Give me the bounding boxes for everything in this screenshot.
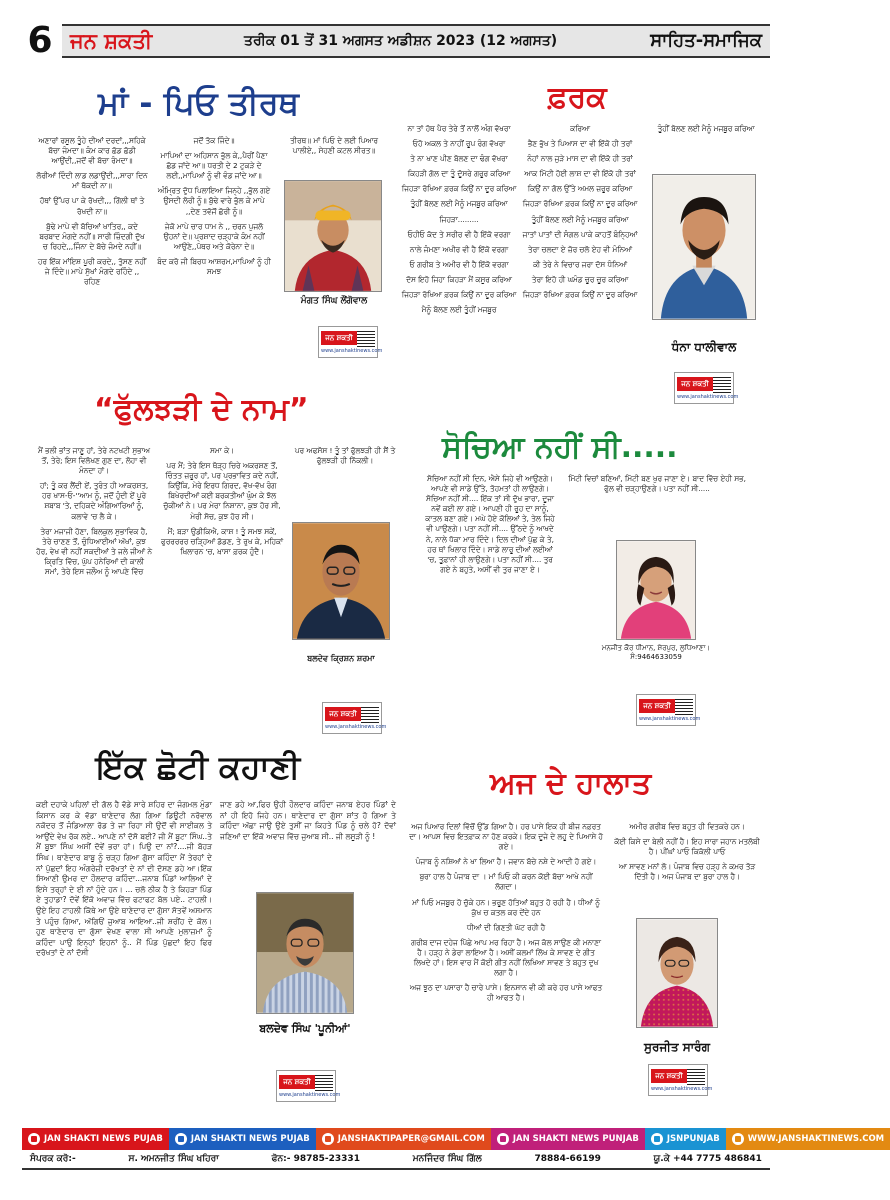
poem4-column-2: ਮਿੱਟੀ ਵਿਚਾਂ ਬਣਿਆਂ, ਮਿੱਟੀ ਬਣ ਖੁਰ ਜਾਣਾ ਏ। ਬਾਦ ਵਿੱਚ ਏਹੀ ਸਭ, ਫੁੱਲ ਵੀ ਚੜ੍ਹਾਉਣਗੇ। ਪਤਾ ਨਹੀਂ ਸੀ..... [568,474,746,494]
poem3-column-3: ਪਰ ਅਫਸੋਸ ! ਤੂੰ ਤਾਂ ਫੁੱਲਝੜੀ ਹੀ ਸੈਂ ਤੇ ਫੁੱਲਝੜੀ ਹੀ ਨਿੱਕਲੀ। [294,446,396,466]
author-photo-baldev-singh-punian [256,892,354,1014]
footer-link-twitter[interactable]: JSNPUNJAB [645,1128,726,1150]
poem-title-aj-de-halaat: ਅਜ ਦੇ ਹਾਲਾਤ [490,766,652,801]
poem5-column-1: ਅਜ ਪਿਆਰ ਦਿਲਾਂ ਵਿੱਚੋਂ ਉੱਡ ਗਿਆ ਹੈ। ਹਰ ਪਾਸੇ ਇਕ ਹੀ ਬੀਜ ਨਫ਼ਰਤ ਦਾ। ਆਪਸ ਵਿਚ ਇਤਫ਼ਾਕ ਨਾ ਹੋਣ ਕਰਕੇ। ਇਕ ਦੂਜੇ ਦੇ ਲਹੂ ਦੇ ਪਿਆਸੇ ਹੋ ਗਏ। ਪੰਜਾਬ ਨੂੰ ਨਸ਼ਿਆਂ ਨੇ ਖਾ ਲਿਆ ਹੈ। ਜਵਾਨ ਬੱਚੇ ਨਸ਼ੇ ਦੇ ਆਦੀ ਹੋ ਗਏ। ਬੁਰਾ ਹਾਲ ਹੈ ਪੰਜਾਬ ਦਾ । ਮਾਂ ਪਿਓ ਕੀ ਕਰਨ ਕੋਈ ਬੱਚਾ ਆਖੇ ਨਹੀਂ ਲੱਗਦਾ। ਮਾਂ ਪਿਓ ਮਜਬੂਰ ਹੋ ਚੁੱਕੇ ਹਨ। ਭਰੂਣ ਹੱਤਿਆਂ ਬਹੁਤ ਹੋ ਰਹੀ ਹੈ। ਧੀਆਂ ਨੂੰ ਕੁੱਖ ਚ ਕਤਲ ਕਰ ਦੇਂਦੇ ਹਨ ਧੀਆਂ ਦੀ ਗਿਣਤੀ ਘੱਟ ਰਹੀ ਹੈ ਗਰੀਬ ਦਾਜ ਦਹੇਜ ਪਿੱਛੇ ਆਪ ਮਰ ਰਿਹਾ ਹੈ। ਅਜ ਕੱਲ ਸਾਉਣ ਕੀ ਮਨਾਣਾ ਹੈ। ਹੜ੍ਹ ਨੇ ਡੇਰਾ ਲਾਇਆ ਹੈ। ਅਸੀਂ ਕਲਮਾਂ ਲਿੱਖ ਕੇ ਸਾਵਣ ਦੇ ਗੀਤ ਲਿਖਦੇ ਹਾਂ। ਇਸ ਵਾਰ ਮੈਂ ਕੋਈ ਗੀਤ ਨਹੀਂ ਲਿਖਿਆ ਸਾਵਣ ਤੇ ਬਹੁਤ ਦੁਖ ਲਗਾ ਹੈ। ਅਜ ਝੂਠ ਦਾ ਪਸਾਰਾ ਹੈ ਚਾਰੇ ਪਾਸੇ। ਇਨਸਾਨ ਵੀ ਕੀ ਕਰੇ ਹਰ ਪਾਸੇ ਆਫਤ ਹੀ ਆਫਤ ਹੈ। [409,822,603,1003]
story-title-ikk-chhoti-kahani: ਇੱਕ ਛੋਟੀ ਕਹਾਣੀ [96,748,301,786]
poem3-column-2: ਸਮਾ ਕੇ। ਪਰ ਮੈਂ; ਤੇਰੇ ਇਸ ਥੋੜ੍ਹ ਚਿਰੇ ਅਕਰਸ਼ਣ ਤੋਂ, ਚਿੰਤਤ ਜ਼ਰੂਰ ਹਾਂ, ਪਰ ਪ੍ਰਭਾਵਿਤ ਕਦੇ ਨਹੀਂ, ਕਿਉਂਕਿ, ਮੇਰੇ ਇਰਧ ਗਿਰਦ, ਵੱਖ-ਵੱਖ ਰੰਗ ਬਿਖੇਰਦੀਆਂ ਕਈ ਬਰਕਤੀਆਂ ਘੁੰਮ ਕੇ ਝੱਲ ਚੁੱਕੀਆਂ ਨੇ। ਪਰ ਮੇਰਾ ਨਿਸ਼ਾਨਾ, ਕੁਝ ਹੋਰ ਸੀ, ਮੇਰੀ ਸੋਚ, ਕੁਝ ਹੋਰ ਸੀ। ਮੈਂ; ਬੜਾ ਉਡੀਕਿਐ, ਕਾਸ਼ ! ਤੂੰ ਸਮਝ ਸਕੇਂ, ਫੁਰਰਰਰਰ ਚੜ੍ਹਿਆਂ ਡੱਡਣ, ਤੇ ਰੁਖ ਕੇ, ਮਹਿਕਾਂ ਖ਼ਿਲਾਰਨ 'ਚ, ਖ਼ਾਸਾ ਫ਼ਰਕ ਹੁੰਦੈ। [160,446,284,556]
story-column-2: ਜਾਣ ਡਹੇ ਆ,ਫਿਰ ਉਹੀ ਹੌਲਦਾਰ ਕਹਿੰਦਾ ਜਨਾਬ ਏਹਰ ਪਿੰਡਾਂ ਦੇ ਨਾਂ ਹੀ ਇਹੋ ਜਿਹੇ ਹਨ। ਥਾਣੇਦਾਰ ਦਾ ਗੁੱਸਾ ਸ਼ਾਂਤ ਹੋ ਗਿਆ ਤੇ ਕਹਿੰਦਾ ਅੱਛਾ ਜਾਉ ਉਏ ਤੁਸੀਂ ਜਾ ਕਿਹਤੇ ਪਿੰਡ ਨੂੰ ਚਲੇ ਹੋ? ਦੋਵਾਂ ਜਣਿਆਂ ਦਾ ਇੱਕੋ ਅਵਾਜ਼ ਵਿੱਚ ਜੁਆਬ ਸੀ.. ਜੀ ਲਸੂੜੀ ਨੂੰ ! [220,800,396,841]
author-name-mangat-singh: ਮੰਗਤ ਸਿੰਘ ਲੌਂਗੋਵਾਲ [300,296,368,306]
promo-badge-6: ਜਨ ਸ਼ਕਤੀ www.janshaktinews.com [648,1064,708,1096]
poem3-column-1: ਮੈਂ ਭਲੀ ਭਾਂਤ ਜਾਣੂ ਹਾਂ, ਤੇਰੇ ਨਟਖਟੀ ਸੁਭਾਅ ਤੋਂ, ਤੇਰੇ; ਇਸ ਵਿਲੱਖਣ ਗੁਣ ਦਾ, ਲੋਹਾ ਵੀ ਮੰਨਦਾ ਹਾਂ। ਹਾਂ; ਤੂੰ ਕਰ ਲੈਂਦੀ ਏਂ, ਤੁਰੰਤ ਹੀ ਆਕਰਸ਼ਤ, ਹਰ ਖਾਸ-ਓ-''ਆਮ ਨੂੰ, ਜਦੋਂ ਹੁੰਦੀ ਏਂ ਪੂਰੇ ਸ਼ਬਾਬ 'ਤੇ, ਦਹਿਕਦੇ ਅੰਗਿਆਰਿਆਂ ਨੂੰ, ਕਲਾਵੇ 'ਚ ਲੈ ਕੇ। ਤੇਰਾ ਮਜਾਜੀ ਹੋਣਾ, ਬਿਲਕੁਲ ਸੁਭਾਵਿਕ ਹੈ, ਤੇਰੇ ਚਾਣਣ ਤੋਂ, ਚੁੰਧਿਆਈਆਂ ਅੱਖਾਂ, ਕੁਝ ਹੋਰ, ਵੇਖ ਵੀ ਨਹੀਂ ਸਕਦੀਆਂ ਤੇ ਜਲੇ ਜੀਆਂ ਨੇ ਕ੍ਰਿਤਿ ਵਿੱਚ, ਘੁੱਪ ਹਨੇਰਿਆਂ ਦੀ ਕਾਲੀ ਸਮਾਂ, ਤੇਰੇ ਇਸ ਜਲੌਅ ਨੂੰ ਆਪਣੇ ਵਿੱਚ [36,446,152,577]
poem-title-farak: ਫ਼ਰਕ [548,80,607,115]
author-name-surjit-sarang: ਸੁਰਜੀਤ ਸਾਰੰਗ [644,1040,710,1054]
author-photo-surjit-sarang [636,918,718,1028]
poem1-column-2: ਜਦੋਂ ਤੱਕ ਜਿੰਦੇ॥ ਮਾਪਿਆਂ ਦਾ ਅਹਿਸਾਨ ਭੁੱਲ ਕੇ,,ਪੈਰੀਂ ਪੈਣਾ ਛੱਡ ਜਾਂਦੇ ਆ॥ ਧਰਤੀ ਦੇ 2 ਟੁਕੜੇ ਦੇ ਲਈ,,ਮਾਪਿਆਂ ਨੂੰ ਵੀ ਵੰਡ ਜਾਂਦੇ ਆ॥ ਅੰਮ੍ਰਿਤ ਦੁੱਧ ਪਿਲਾਇਆ ਜਿਨ੍ਹੇ ,,ਭੁੱਲ ਗਏ ਉਸਦੀ ਲੋਰੀ ਨੂੰ॥ ਬੁੱਢੇ ਵਾਰੇ ਭੁੱਲ ਕੇ ਮਾਪੇ ,,ਦੇਣ ਤਵੱਜੋਂ ਛੋਰੀ ਨੂੰ॥ ਜੇਕੋ ਮਾਪੇ ਚਾਰ ਧਾਮ ਨੇ ,, ਚਰਨ ਪੁਜਲੋ ਉਹਨਾਂ ਦੇ॥ ਪ੍ਰਸ਼ਾਦ ਚੜ੍ਹਾਕੇ ਕੰਮ ਨਹੀਂ ਆਉਣੇ,,ਪੱਥਰ ਅਤੇ ਕੋਰੇਨਾ ਦੇ॥ ਬੰਦ ਕਰੋ ਜੀ ਬਿਰਧ ਆਸ਼ਰਮ,ਮਾਪਿਆਂ ਨੂੰ ਹੀ ਸਮਝ [157,136,271,277]
newspaper-logo: ਜਨ ਸ਼ਕਤੀ [70,29,153,53]
footer-social-bar [22,1128,885,1150]
promo-badge-1: ਜਨ ਸ਼ਕਤੀ www.janshaktinews.com [318,326,378,358]
poem2-column-1: ਨਾ ਤਾਂ ਹੱਥ ਪੈਰ ਤੇਰੇ ਤੋਂ ਨਾਲੋਂ ਅੰਗ ਵੱਖਰਾ ਓਹੋ ਅਕਲ ਤੇ ਨਾਹੀਂ ਰੂਪ ਰੰਗ ਵੱਖਰਾ ਤੇ ਨਾ ਖਾਣ ਪੀਣ ਬੋਲਣ ਦਾ ਢੰਗ ਵੱਖਰਾ ਕਿਹੜੀ ਗੱਲ ਦਾ ਤੂੰ ਦੂੱਸਰੇ ਗਰੂਰ ਕਰਿਆ ਜਿਹੜਾ ਰੱਖਿਆ ਫ਼ਰਕ ਕਿਉਂ ਨਾ ਦੂਰ ਕਰਿਆ ਤੂੰਹੀਂ ਬੋਲਣ ਲਈ ਮੈਨੂੰ ਮਜਬੂਰ ਕਰਿਆ ਜਿਹੜਾ......... ਓਹੀਓ ਕੱਦ ਤੇ ਸਰੀਰ ਵੀ ਹੈ ਇੱਕੋ ਵਰਗਾ ਨਾਲੇ ਜੰਮਣਾ ਅਖੀਰ ਵੀ ਹੈ ਇੱਕੋ ਵਰਗਾ ਓ ਗਰੀਬ ਤੇ ਅਮੀਰ ਵੀ ਹੈ ਇੱਕੋ ਵਰਗਾ ਦੱਸ ਇਹੋ ਜਿਹਾ ਕਿਹੜਾ ਮੈਂ ਕਸੂਰ ਕਰਿਆ ਜਿਹੜਾ ਰੱਖਿਆ ਫ਼ਰਕ ਕਿਉਂ ਨਾ ਦੂਰ ਕਰਿਆ ਮੈਨੂੰ ਬੋਲਣ ਲਈ ਤੂੰਹੀਂ ਮਜਬੂਰ [401,124,517,315]
contact-phone-uk: ਯੂ.ਕੇ +44 7775 486841 [653,1154,762,1164]
contact-name-1: ਸ. ਅਮਨਜੀਤ ਸਿੰਘ ਖਹਿਰਾ [128,1154,219,1164]
poem2-column-3: ਤੂੰਹੀਂ ਬੋਲਣ ਲਈ ਮੈਨੂੰ ਮਜਬੂਰ ਕਰਿਆ [657,124,755,133]
footer-link-youtube[interactable]: JAN SHAKTI NEWS PUJAB [22,1128,169,1150]
portrait-man-turban-icon [285,181,381,291]
portrait-young-man-icon [653,175,755,319]
contact-phone-1: ਫੋਨ:- 98785-23331 [271,1154,360,1164]
author-name-manjit-kaur: ਮਨਜੀਤ ਕੌਰ ਧੀਮਾਨ, ਸ਼ੇਰਪੁਰ, ਲੁਧਿਆਣਾ। ਸੰ:9464633059 [601,644,711,661]
promo-badge-2: ਜਨ ਸ਼ਕਤੀ www.janshaktinews.com [674,372,734,404]
section-name: ਸਾਹਿਤ-ਸਮਾਜਿਕ [650,30,762,51]
author-photo-mangat-singh [284,180,382,292]
poem1-column-1: ਅਣਾਰਾਂ ਰਸੂਲ ਤੂੰਹੇ ਦੀਆਂ ਦਰਦਾਂ,,,ਸਹਿਕੇ ਬੱਚਾ ਜੰਮਦਾ॥ ਕੰਮ ਕਾਰ ਛੱਡ ਛੱਡੀ ਆਉਂਦੀ,,ਜਦੋਂ ਵੀ ਬੱਚਾ ਰੰਮਦਾ॥ ਲੋਰੀਆਂ ਦਿੰਦੀ ਲਾਡ ਲਡਾਉਂਦੀ,,,ਸਾਰਾ ਦਿਨ ਮਾਂ ਥੱਕਦੀ ਨਾ॥ ਹੱਥਾਂ ਉੱਪਰ ਪਾ ਕੇ ਰੱਖਦੀ,,, ਗਿੱਲੀ ਥਾਂ ਤੇ ਰੱਖਦੀ ਨਾ॥ ਬੁੱਢੇ ਮਾਪੇ ਵੀ ਬੱਚਿਆਂ ਖਾਤਿਰ,, ਕਦੇ ਬਰਬਾਦ ਮੰਗਦੇ ਨਹੀਂ॥ ਸਾਰੀ ਜ਼ਿੰਦਗੀ ਦੁੱਖ ਚ ਰਿਹਦੇ,,,ਜਿੰਨਾ ਦੇ ਬੱਚੇ ਜੰਮਦੇ ਨਹੀਂ॥ ਹਰ ਇੱਕ ਮਾਂਇਸ਼ ਪੂਰੀ ਕਰਦੇ,, ਤੁੱਸਣ ਨਹੀਂ ਜੇ ਦਿੰਦੇ॥ ਮਾਪੇ ਸੁੱਖਾਂ ਮੰਗਦੇ ਰਹਿੰਦੇ ,, ਰਹਿਣ [36,136,148,287]
footer-link-website[interactable]: WWW.JANSHAKTINEWS.COM [726,1128,890,1150]
poem4-column-1: ਸੋਚਿਆ ਨਹੀਂ ਸੀ ਦਿਨ, ਐਸੇ ਜਿਹੇ ਵੀ ਆਉਣਗੇ। ਆਪਣੇ ਵੀ ਸਾਡੇ ਉੱਤੇ, ਤੋਹਮਤਾਂ ਹੀ ਲਾਉਣਗੇ। ਸੋਚਿਆ ਨਹੀਂ ਸੀ.... ਇੱਕ ਤਾਂ ਸੀ ਦੁੱਖ ਭਾਰਾ, ਦੂਜਾ ਨਵੇਂ ਕਈ ਲਾ ਗਏ। ਆਪਣੀ ਹੀ ਰੂਹ ਦਾ ਸਾਨੂੰ, ਕਾਤਲ ਬਣਾ ਗਏ। ਮਘੇ ਹੋਏ ਕੋਲਿਆਂ ਤੇ, ਤੇਲ ਜਿਹੇ ਵੀ ਪਾਉਣਗੇ। ਪਤਾ ਨਹੀਂ ਸੀ.... ਉੱਠਦੇ ਨੂੰ ਆਖਦੇ ਨੇ, ਨਾਲੇ ਧੱਕਾ ਮਾਰ ਦਿੰਦੇ। ਦਿਲ ਦੀਆਂ ਪੁੱਛ ਕੇ ਤੇ, ਹਰ ਥਾਂ ਖਿਲਾਰ ਦਿੰਦੇ। ਸਾਡੇ ਲਾਰੂ ਦੀਆਂ ਲਈਆਂ 'ਚ, ਤੂਫ਼ਾਨਾਂ ਹੀ ਲਾਉਣਗੇ। ਪਤਾ ਨਹੀਂ ਸੀ.... ਤੁਰ ਗਏ ਨੇ ਬਹੁਤੇ, ਅਸੀਂ ਵੀ ਤੁਰ ਜਾਣਾ ਏ। [425,474,555,574]
promo-badge-4: ਜਨ ਸ਼ਕਤੀ www.janshaktinews.com [636,694,696,726]
poem-title-sochiya-nahi-si: ਸੋਚਿਆ ਨਹੀਂ ਸੀ..... [442,430,678,465]
author-name-baldev-krishan: ਬਲਦੇਵ ਕ੍ਰਿਸ਼ਨ ਸ਼ਰਮਾ [307,654,375,663]
portrait-man-checked-shirt-icon [257,893,353,1013]
page-header [22,18,770,64]
author-photo-baldev-krishan [292,522,390,640]
facebook-icon [175,1133,187,1145]
poem1-column-3: ਤੀਰਥ॥ ਮਾਂ ਪਿਓ ਦੇ ਲਈ ਪਿਆਰ ਪਾਲੀਏ,, ਸੇਹਣੀ ਕਟਲ ਸੀਰਤ॥ [290,136,378,156]
page-number: 6 [22,18,58,64]
edition-date: ਤਰੀਕ 01 ਤੋਂ 31 ਅਗਸਤ ਅਡੀਸ਼ਨ 2023 (12 ਅਗਸਤ) [244,33,558,49]
footer-link-instagram[interactable]: JAN SHAKTI NEWS PUNJAB [491,1128,645,1150]
globe-icon [732,1133,744,1145]
promo-badge-5: ਜਨ ਸ਼ਕਤੀ www.janshaktinews.com [276,1070,336,1102]
poem5-column-2: ਅਮੀਰ ਗਰੀਬ ਵਿਚ ਬਹੁਤ ਹੀ ਵਿਤਕਰੇ ਹਨ। ਕੋਈ ਕਿਸੇ ਦਾ ਬੇਲੀ ਨਹੀਂ ਹੈ। ਇਹ ਸਾਰਾ ਜਹਾਨ ਮਤਲੱਬੀ ਹੈ। ਪੀਂਘਾਂ ਪਾਓ ਕਿਕੱਲੀ ਪਾਓ ਆ ਸਾਵਣ ਮਨਾਂ ਲੋ। ਪੰਜਾਬ ਵਿਚ ਹੜ੍ਹ ਨੇ ਕਮਰ ਤੋੜ ਦਿੱਤੀ ਹੈ। ਅਜ ਪੰਜਾਬ ਦਾ ਬੁਰਾ ਹਾਲ ਹੈ। [614,822,760,882]
portrait-man-glasses-icon [293,523,389,639]
poem-title-phuljhari-de-naam: “ਫੁੱਲਝੜੀ ਦੇ ਨਾਮ” [94,392,309,427]
portrait-woman-glasses-icon [637,919,717,1027]
contact-name-2: ਮਨਜਿੰਦਰ ਸਿੰਘ ਗਿੱਲ [412,1154,482,1164]
footer-link-email[interactable]: JANSHAKTIPAPER@GMAIL.COM [316,1128,491,1150]
contact-label: ਸੰਪਰਕ ਕਰੋ:- [30,1154,76,1164]
youtube-icon [28,1133,40,1145]
footer-link-facebook[interactable]: JAN SHAKTI NEWS PUJAB [169,1128,316,1150]
twitter-icon [651,1133,663,1145]
poem2-column-2: ਕਰਿਆ ਭੈਣ ਭੁੱਖ ਤੇ ਪਿਆਸ ਦਾ ਵੀ ਇੱਕੋ ਹੀ ਤਰਾਂ ਨੰਹਾਂ ਨਾਲ ਜੁੜੇ ਮਾਸ ਦਾ ਵੀ ਇੱਕੋ ਹੀ ਤਰਾਂ ਆਕ ਮਿੱਟੀ ਹੋਈ ਲਾਸ਼ ਦਾ ਵੀ ਇੱਕੋ ਹੀ ਤਰਾਂ ਕਿਉਂ ਨਾ ਗੱਲ ਉੱਤੇ ਅਮਲ ਜ਼ਰੂਰ ਕਰਿਆ ਜਿਹੜਾ ਰੱਖਿਆ ਫ਼ਰਕ ਕਿਉਂ ਨਾ ਦੂਰ ਕਰਿਆ ਤੂੰਹੀਂ ਬੋਲਣ ਲਈ ਮੈਨੂੰ ਮਜਬੂਰ ਕਰਿਆ ਜਾਤਾਂ ਪਾਤਾਂ ਦੀ ਸੰਗਲ ਪਾਕੇ ਕਾਹਤੋਂ ਬੰਨ੍ਹਿਆਂ ਤੇਰਾ ਚਲਦਾ ਏ ਜ਼ੋਰ ਚਲੋ ਏਹ ਵੀ ਮੰਨਿਆਂ ਕੀ ਤੇਰੇ ਨੇ ਵਿਚਾਰ ਜਰਾ ਦੱਸ ਧੰਨਿਆਂ ਤੇਰਾ ਇਹੋ ਹੀ ਘਮੰਡ ਚੂਰ ਚੂਰ ਕਰਿਆ ਜਿਹੜਾ ਰੱਖਿਆ ਫ਼ਰਕ ਕਿਉਂ ਨਾ ਦੂਰ ਕਰਿਆ [522,124,638,300]
poem-title-maa-pio-tirath: ਮਾਂ - ਪਿਓ ਤੀਰਥ [98,84,299,122]
instagram-icon [497,1133,509,1145]
author-name-dhanna-dhaliwal: ਧੰਨਾ ਧਾਲੀਵਾਲ [671,340,737,354]
author-photo-manjit-kaur [616,540,696,640]
story-column-1: ਕਈ ਦਹਾਕੇ ਪਹਿਲਾਂ ਦੀ ਗੱਲ ਹੈ ਵੱਡੇ ਸਾਰੇ ਸ਼ਹਿਰ ਦਾ ਜੰਗਮਲ ਮੁੰਡਾ ਕਿਸਾਨ ਕਰ ਕੇ ਵੱਡਾ ਥਾਣੇਦਾਰ ਲੱਗ ਗਿਆ ਡਿਊਟੀ ਨਰੋਵਾਲ ਨਕੋਦਰ ਤੋਂ ਜੰਡਿਆਲਾ ਰੋਡ ਤੇ ਜਾ ਰਿਹਾ ਸੀ ਉਦੋਂ ਵੀ ਸਾਈਕਲ ਤੇ ਆਉਂਦੇ ਵੇਖ ਰੋਕ ਲਏ.. ਆਪਣੇ ਨਾਂ ਦੱਸੋ ਬਈ? ਜੀ ਮੈਂ ਬੂਟਾ ਸਿੰਘ..ਤੇ ਮੈਂ ਬੂਝਾ ਸਿੰਘ ਅਸੀਂ ਦੋਵੇਂ ਭਰਾ ਹਾਂ। ਪਿਉ ਦਾ ਨਾਂ?....ਜੀ ਬੋਹੜ ਸਿੰਘ। ਥਾਣੇਦਾਰ ਬਾਬੂ ਨੂੰ ਚੜ੍ਹ ਗਿਆ ਗੁੱਸਾ ਕਹਿੰਦਾ ਮੈਂ ਤੇਰਹਾਂ ਦੇ ਨਾਂ ਪੁੱਛਦਾਂ ਇਹ ਅੰਗਰੇਜ਼ੀ ਦਰੱਖਤਾਂ ਦੇ ਨਾਂ ਦੀ ਦੱਸਣ ਡਹੇ ਆ।ਇੱਕ ਸਿਆਣੀ ਉਮਰ ਦਾ ਹੌਲਦਾਰ ਕਹਿੰਦਾ...ਜਨਾਬ ਪਿੰਡਾਂ ਆਲਿਆਂ ਦੇ ਇਸੇ ਤਰ੍ਹਾਂ ਦੇ ਈ ਨਾਂ ਹੁੰਦੇ ਹਨ। ... ਚਲੋ ਠੀਕ ਹੈ ਤੇ ਕਿਹੜਾ ਪਿੰਡ ਏ ਤੁਹਾਡਾ? ਦੋਵੇਂ ਇੱਕੋ ਅਵਾਜ਼ ਵਿੱਚ ਫਟਾਫਟ ਬੋਲ ਪਏ.. ਟਾਹਲੀ।ਉਏ ਇਹ ਟਾਹਲੀ ਕਿੱਥੇ ਆ ਉਏ ਥਾਣੇਦਾਰ ਦਾ ਗੁੱਸਾ ਸੱਤਵੇਂ ਅਸਮਾਨ ਤੇ ਪਹੁੰਚ ਗਿਆ, ਅੱਗਿਓਂ ਜੁਆਬ ਆਇਆ..ਜੀ ਸ਼ਰੀਂਹ ਦੇ ਕੋਲ। ਹੁਣ ਥਾਣੇਦਾਰ ਦਾ ਗੁੱਸਾ ਵੇਖਣ ਵਾਲਾ ਸੀ ਆਪਣੇ ਮੁਲਾਜ਼ਮਾਂ ਨੂੰ ਕਹਿੰਦਾ ਪਾਉ ਇਨ੍ਹਾਂ ਇਹਨਾਂ ਨੂੰ.. ਮੈਂ ਪਿੰਡ ਪੁੱਛਦਾਂ ਇਹ ਫਿਰ ਦਰੱਖਤਾਂ ਦੇ ਨਾਂ ਦੱਸੀ [36,800,212,958]
portrait-woman-icon [617,541,695,639]
author-name-baldev-singh-punian: ਬਲਦੇਵ ਸਿੰਘ 'ਪੂਨੀਆਂ' [259,1022,351,1035]
gmail-icon [322,1133,334,1145]
footer-contact-bar [22,1150,770,1170]
contact-phone-2: 78884-66199 [534,1154,601,1164]
author-photo-dhanna-dhaliwal [652,174,756,320]
promo-badge-3: ਜਨ ਸ਼ਕਤੀ www.janshaktinews.com [322,702,382,734]
